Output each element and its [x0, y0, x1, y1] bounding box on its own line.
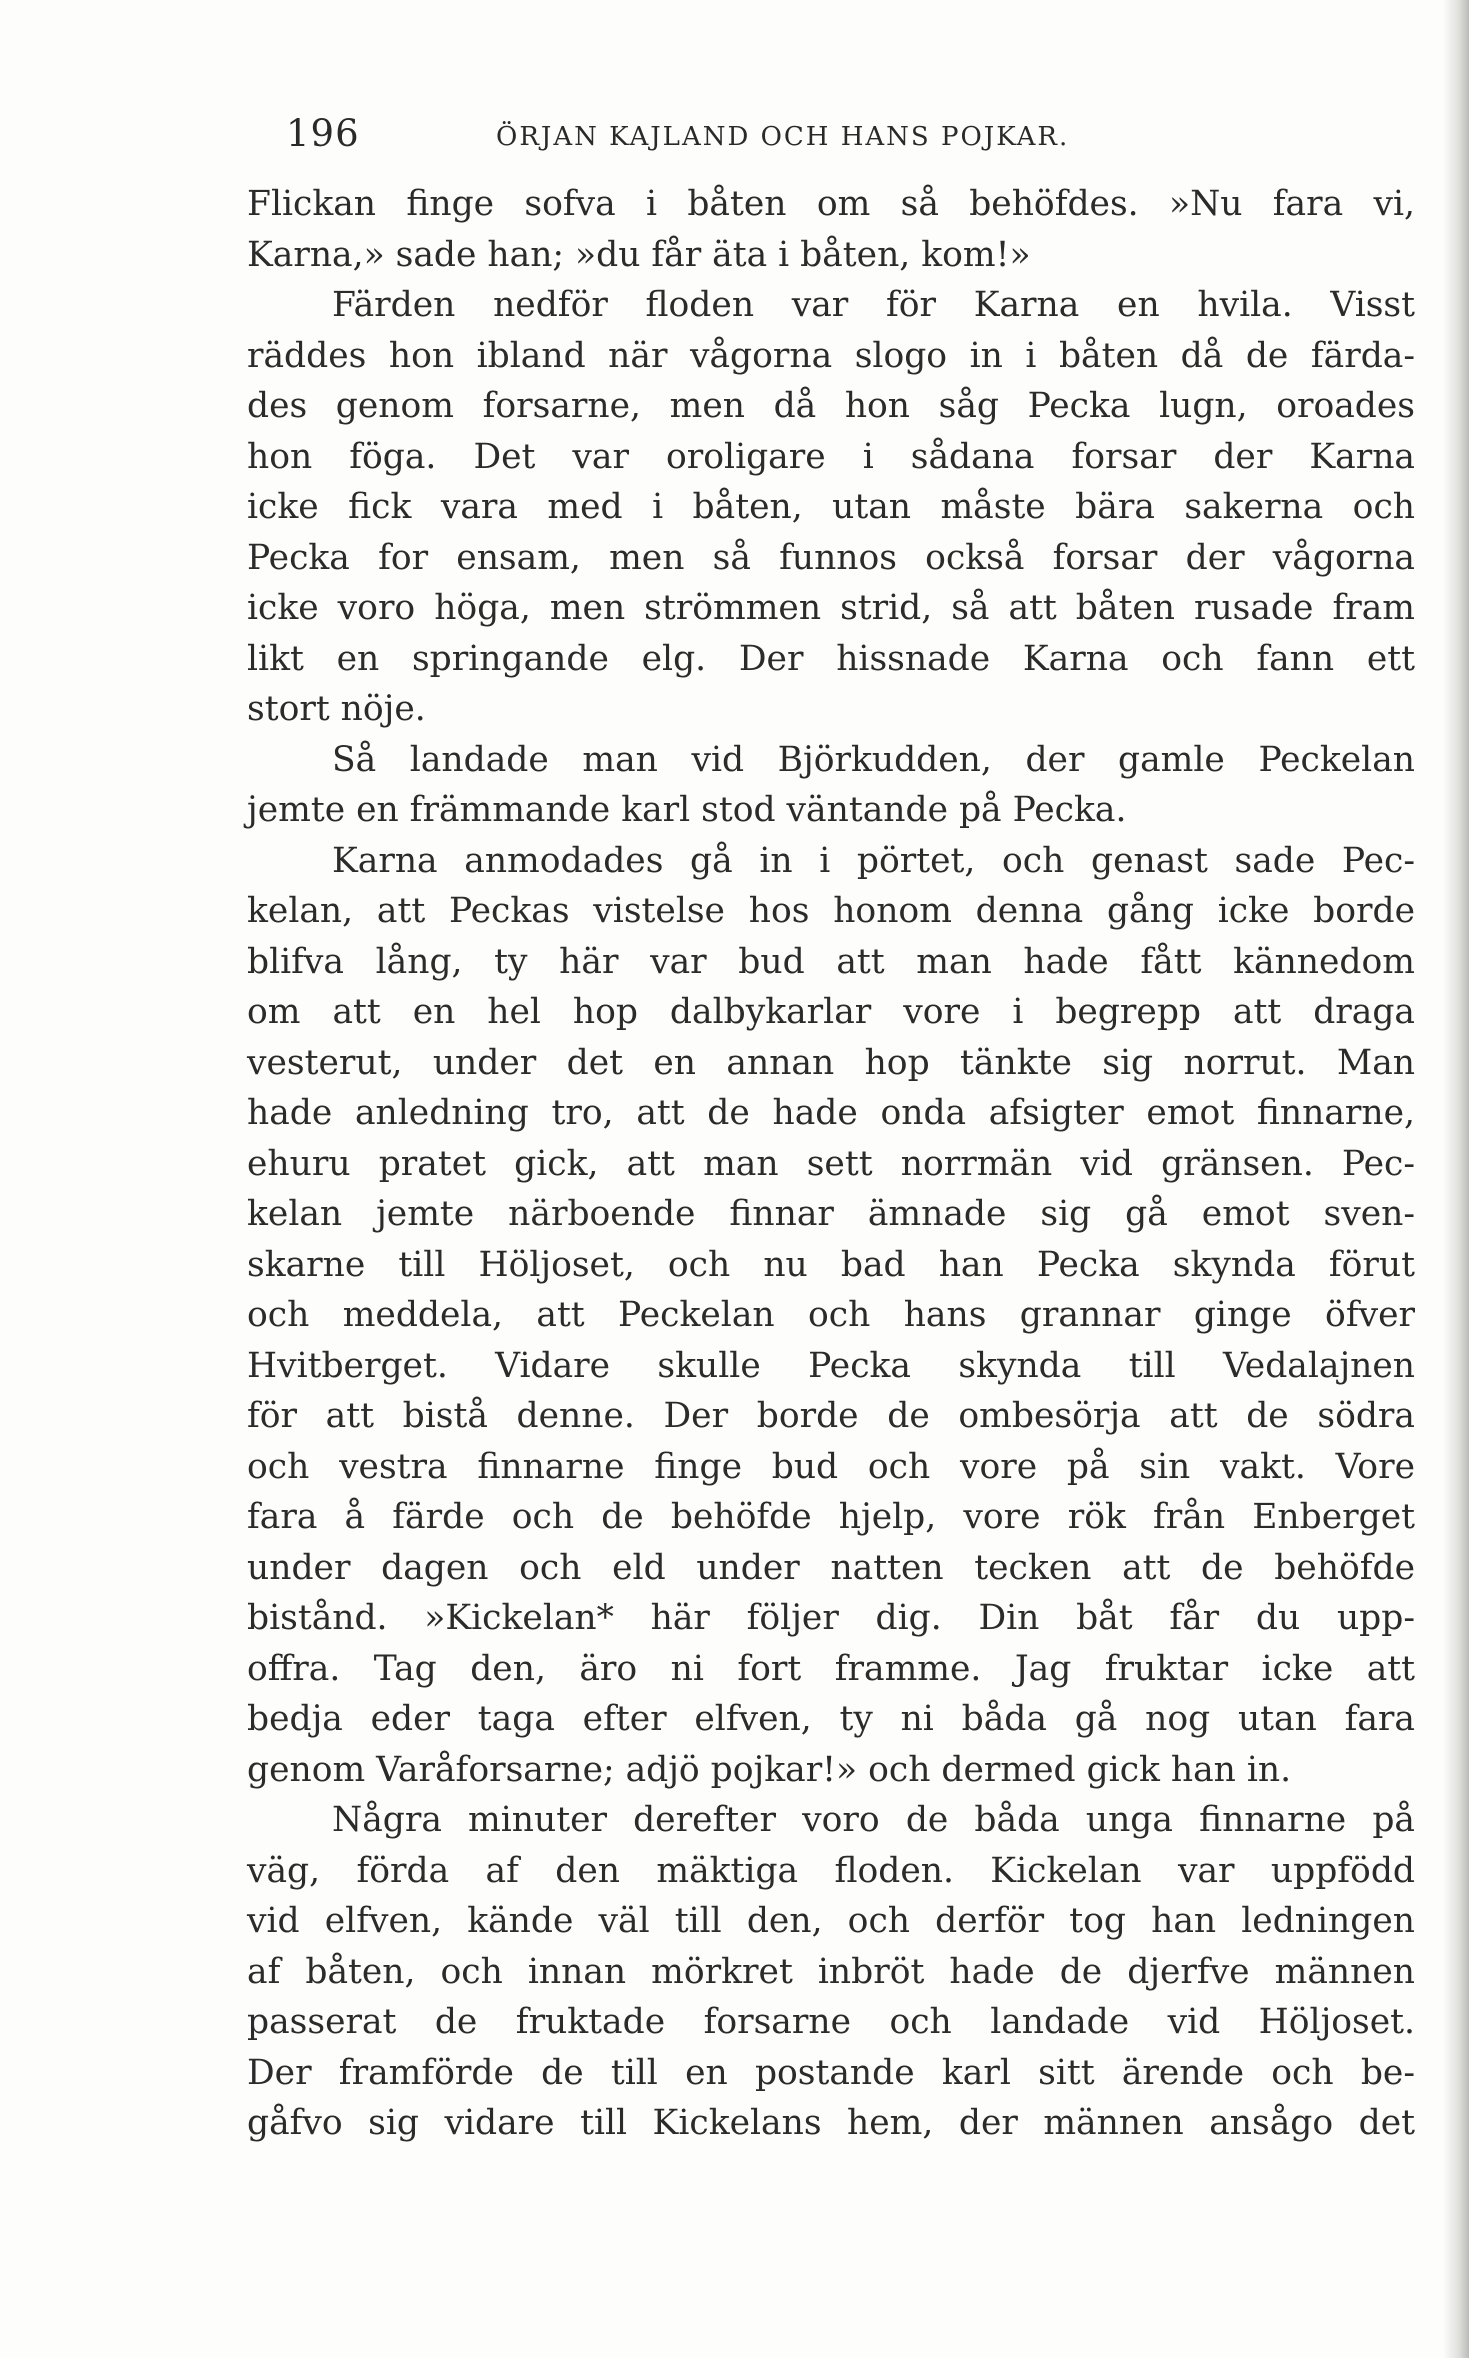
text-line: vid elfven, kände väl till den, och derför tog han ledningen [247, 1901, 1415, 1941]
text-line: gåfvo sig vidare till Kickelans hem, der männen ansågo det [247, 2103, 1415, 2143]
text-line: skarne till Höljoset, och nu bad han Pecka skynda förut [247, 1244, 1415, 1285]
text-line: bedja eder taga efter elfven, ty ni båda gå nog utan fara [247, 1699, 1415, 1739]
text-line: väg, förda af den mäktiga floden. Kickelan var uppfödd [247, 1850, 1415, 1891]
text-line: hade anledning tro, att de hade onda afsigter emot finnarne, [247, 1093, 1415, 1133]
text-line: offra. Tag den, äro ni fort framme. Jag fruktar icke att [247, 1648, 1415, 1689]
text-line: och vestra finnarne finge bud och vore på sin vakt. Vore [247, 1446, 1415, 1487]
text-line: räddes hon ibland när vågorna slogo in i båten då de färda- [247, 335, 1415, 376]
text-line: kelan jemte närboende finnar ämnade sig gå emot sven- [247, 1194, 1415, 1234]
text-line: ehuru pratet gick, att man sett norrmän vid gränsen. Pec- [247, 1143, 1415, 1184]
text-line: hon föga. Det var oroligare i sådana forsar der Karna [247, 436, 1415, 477]
text-line: Der framförde de till en postande karl sitt ärende och be- [247, 2052, 1415, 2093]
text-line: för att bistå denne. Der borde de ombesörja att de södra [247, 1396, 1415, 1436]
text-line: blifva lång, ty här var bud att man hade fått kännedom [247, 941, 1415, 982]
paragraph-start-line: Färden nedför floden var för Karna en hvila. Visst [332, 285, 1415, 325]
body-text [247, 179, 1415, 2149]
text-line: bistånd. »Kickelan* här följer dig. Din båt får du upp- [247, 1598, 1415, 1638]
text-line: des genom forsarne, men då hon såg Pecka lugn, oroades [247, 386, 1415, 426]
text-line: jemte en främmande karl stod väntande på Pecka. [247, 790, 1127, 830]
page-number: 196 [286, 112, 360, 155]
page-edge-shadow [1443, 0, 1469, 2358]
paragraph-start-line: Karna anmodades gå in i pörtet, och genast sade Pec- [332, 840, 1415, 881]
text-line: icke voro höga, men strömmen strid, så att båten rusade fram [247, 588, 1415, 628]
text-line: genom Varåforsarne; adjö pojkar!» och dermed gick han in. [247, 1749, 1292, 1790]
text-line: under dagen och eld under natten tecken att de behöfde [247, 1547, 1415, 1588]
text-line: Karna,» sade han; »du får äta i båten, kom!» [247, 234, 1031, 275]
text-line: icke fick vara med i båten, utan måste bära sakerna och [247, 487, 1415, 527]
text-line: om att en hel hop dalbykarlar vore i begrepp att draga [247, 992, 1415, 1032]
text-line: passerat de fruktade forsarne och landade vid Höljoset. [247, 2002, 1415, 2042]
text-line: stort nöje. [247, 689, 426, 729]
text-line: Pecka for ensam, men så funnos också forsar der vågorna [247, 537, 1415, 578]
text-line: af båten, och innan mörkret inbröt hade de djerfve männen [247, 1951, 1415, 1992]
text-line: likt en springande elg. Der hissnade Karna och fann ett [247, 638, 1415, 679]
text-line: Hvitberget. Vidare skulle Pecka skynda till Vedalajnen [247, 1345, 1415, 1386]
paragraph-start-line: Några minuter derefter voro de båda unga finnarne på [332, 1800, 1415, 1840]
text-line: kelan, att Peckas vistelse hos honom denna gång icke borde [247, 891, 1415, 931]
page-header [286, 104, 1186, 164]
text-line: vesterut, under det en annan hop tänkte sig norrut. Man [247, 1042, 1415, 1083]
running-title: ÖRJAN KAJLAND OCH HANS POJKAR. [496, 122, 1070, 152]
text-line: och meddela, att Peckelan och hans grannar ginge öfver [247, 1295, 1415, 1335]
paragraph-start-line: Så landade man vid Björkudden, der gamle Peckelan [332, 739, 1415, 780]
text-line: fara å färde och de behöfde hjelp, vore rök från Enberget [247, 1497, 1415, 1537]
text-line: Flickan finge sofva i båten om så behöfdes. »Nu fara vi, [247, 184, 1415, 224]
